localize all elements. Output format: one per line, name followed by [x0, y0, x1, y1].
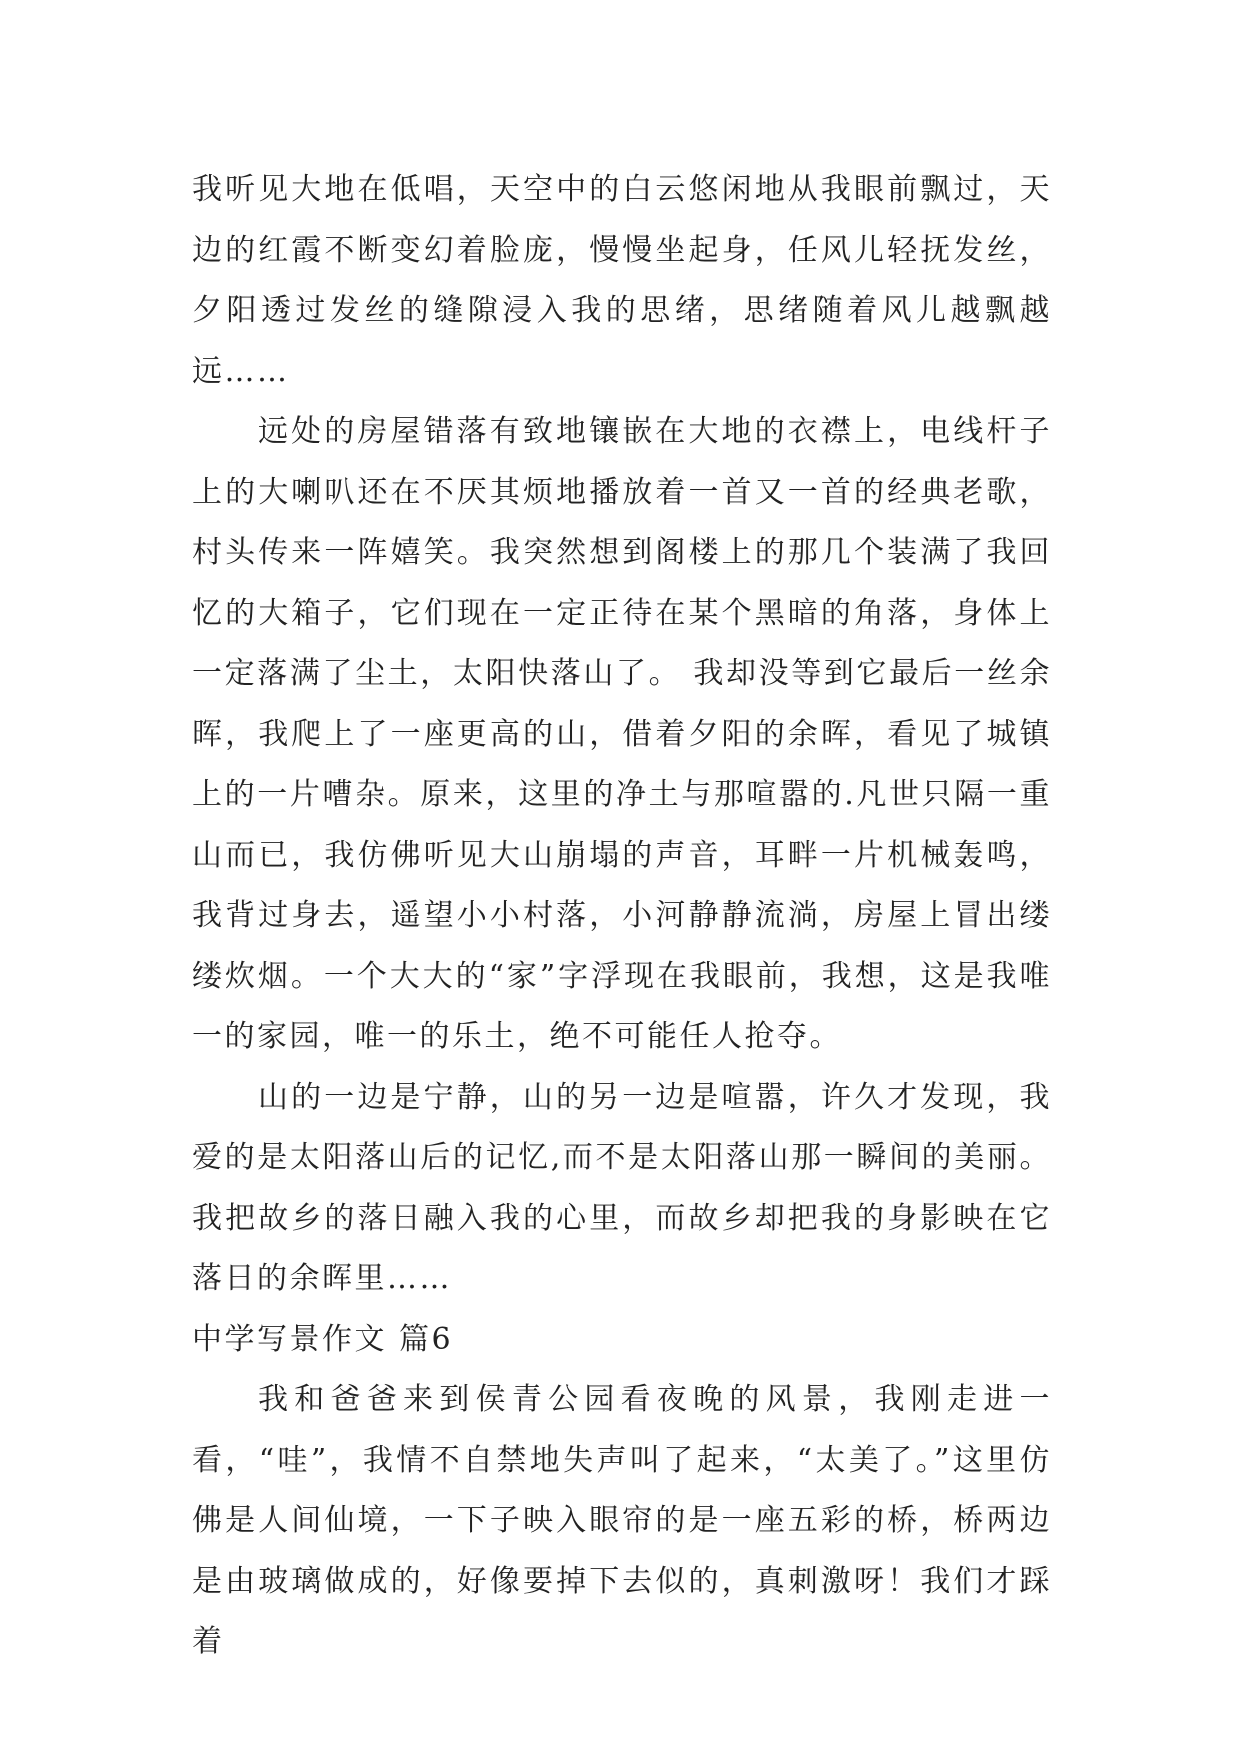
paragraph-2: 远处的房屋错落有致地镶嵌在大地的衣襟上，电线杆子上的大喇叭还在不厌其烦地播放着一首又一首的经典老歌，村头传来一阵嬉笑。我突然想到阁楼上的那几个装满了我回忆的大箱子，它们现在一定正待在某个黑暗的角落，身体上一定落满了尘土，太阳快落山了。 我却没等到它最后一丝余晖，我爬上了一座更高的山，借着夕阳的余晖，看见了城镇上的一片嘈杂。原来，这里的净土与那喧嚣的.凡世只隔一重山而已，我仿佛听见大山崩塌的声音，耳畔一片机械轰鸣，我背过身去，遥望小小村落，小河静静流淌，房屋上冒出缕缕炊烟。一个大大的“家”字浮现在我眼前，我想，这是我唯一的家园，唯一的乐土，绝不可能任人抢夺。	[192, 414, 1052, 1054]
paragraph-4: 我和爸爸来到侯青公园看夜晚的风景，我刚走进一看，“哇”，我情不自禁地失声叫了起来，“太美了。”这里仿佛是人间仙境，一下子映入眼帘的是一座五彩的桥，桥两边是由玻璃做成的，好像要掉下去似的，真刺激呀！我们才踩着	[192, 1382, 1052, 1659]
paragraph-1: 我听见大地在低唱，天空中的白云悠闲地从我眼前飘过，天边的红霞不断变幻着脸庞，慢慢坐起身，任风儿轻抚发丝，夕阳透过发丝的缝隙浸入我的思绪，思绪随着风儿越飘越远……	[192, 172, 1052, 389]
section-heading: 中学写景作文 篇6	[192, 1321, 454, 1357]
document-page	[192, 160, 1052, 1673]
paragraph-3: 山的一边是宁静，山的另一边是喧嚣，许久才发现，我爱的是太阳落山后的记忆,而不是太阳落山那一瞬间的美丽。我把故乡的落日融入我的心里，而故乡却把我的身影映在它落日的余晖里……	[192, 1079, 1052, 1296]
